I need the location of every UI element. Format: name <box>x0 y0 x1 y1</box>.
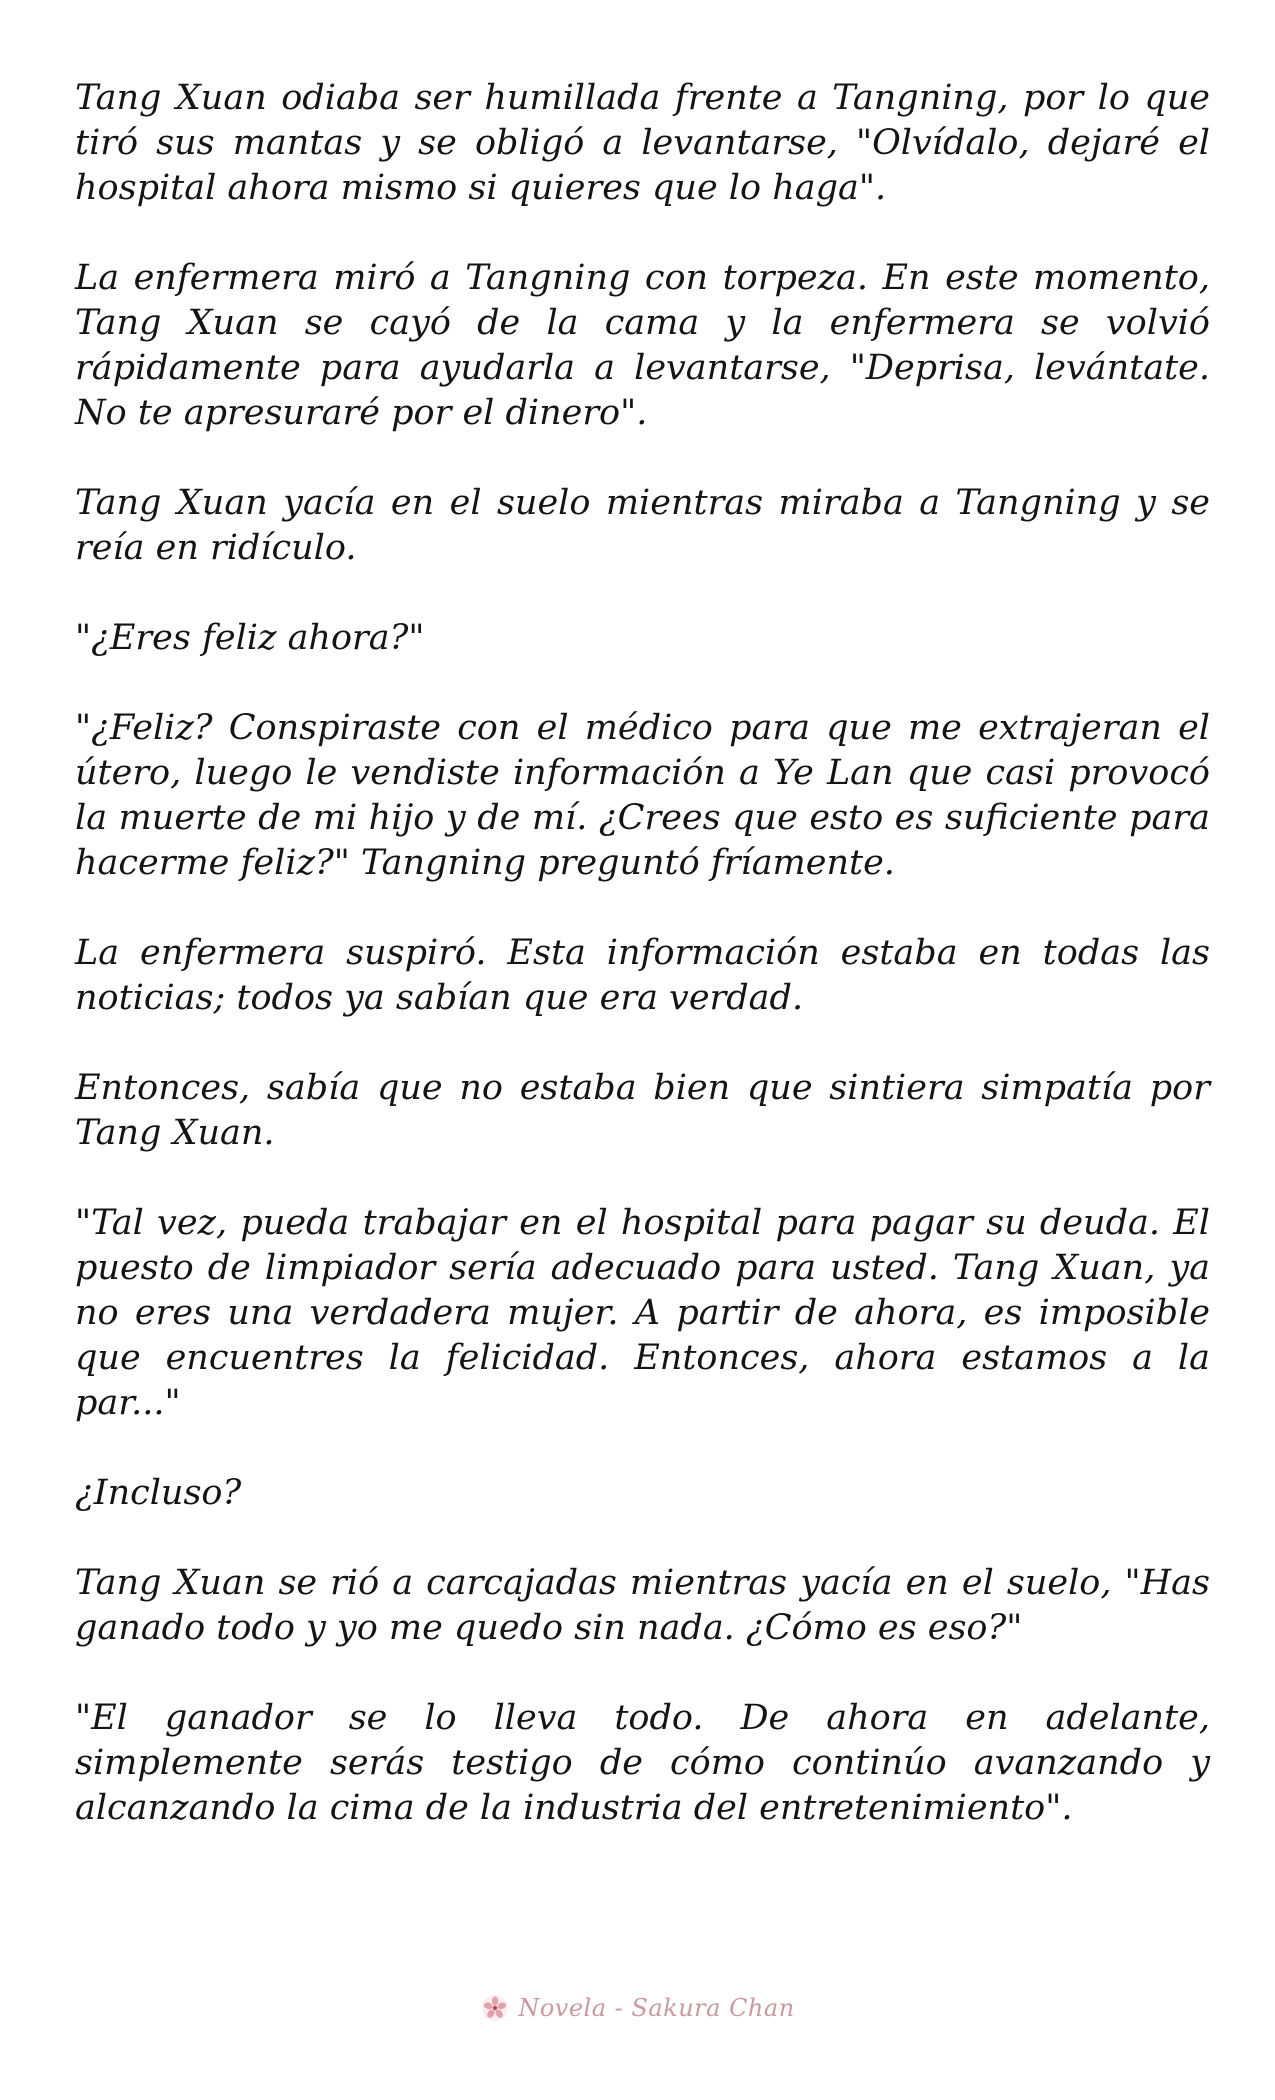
paragraph-1: Tang Xuan odiaba ser humillada frente a Tangning, por lo que tiró sus mantas y se obligó a levantarse, "Olvídalo, dejaré el hospital ahora mismo si quieres que lo haga". <box>75 78 1210 208</box>
story-text <box>75 76 1210 1876</box>
paragraph-3: Tang Xuan yacía en el suelo mientras miraba a Tangning y se reía en ridículo. <box>75 483 1210 568</box>
paragraph-5: "¿Feliz? Conspiraste con el médico para que me extrajeran el útero, luego le vendiste información a Ye Lan que casi provocó la muerte de mi hijo y de mí. ¿Crees que esto es suficiente para hacerme feliz?" Tangning preguntó fríamente. <box>75 708 1210 883</box>
paragraph-2: La enfermera miró a Tangning con torpeza. En este momento, Tang Xuan se cayó de la cama y la enfermera se volvió rápidamente para ayudarla a levantarse, "Deprisa, levántate. No te apresuraré por el dinero". <box>75 258 1210 433</box>
paragraph-11: "El ganador se lo lleva todo. De ahora en adelante, simplemente serás testigo de cómo continúo avanzando y alcanzando la cima de la industria del entretenimiento". <box>75 1698 1210 1828</box>
paragraph-4: "¿Eres feliz ahora?" <box>75 618 425 658</box>
paragraph-6: La enfermera suspiró. Esta información estaba en todas las noticias; todos ya sabían que era verdad. <box>75 933 1210 1018</box>
footer-label: Novela - Sakura Chan <box>518 1994 795 2022</box>
footer-watermark <box>0 1988 1275 2028</box>
sakura-flower-icon <box>480 1993 510 2023</box>
paragraph-7: Entonces, sabía que no estaba bien que sintiera simpatía por Tang Xuan. <box>75 1068 1210 1153</box>
paragraph-10: Tang Xuan se rió a carcajadas mientras yacía en el suelo, "Has ganado todo y yo me quedo sin nada. ¿Cómo es eso?" <box>75 1563 1210 1648</box>
paragraph-9: ¿Incluso? <box>75 1473 242 1513</box>
paragraph-8: "Tal vez, pueda trabajar en el hospital para pagar su deuda. El puesto de limpiador sería adecuado para usted. Tang Xuan, ya no eres una verdadera mujer. A partir de ahora, es imposible que encuentres la felicidad. Entonces, ahora estamos a la par..." <box>75 1203 1210 1423</box>
